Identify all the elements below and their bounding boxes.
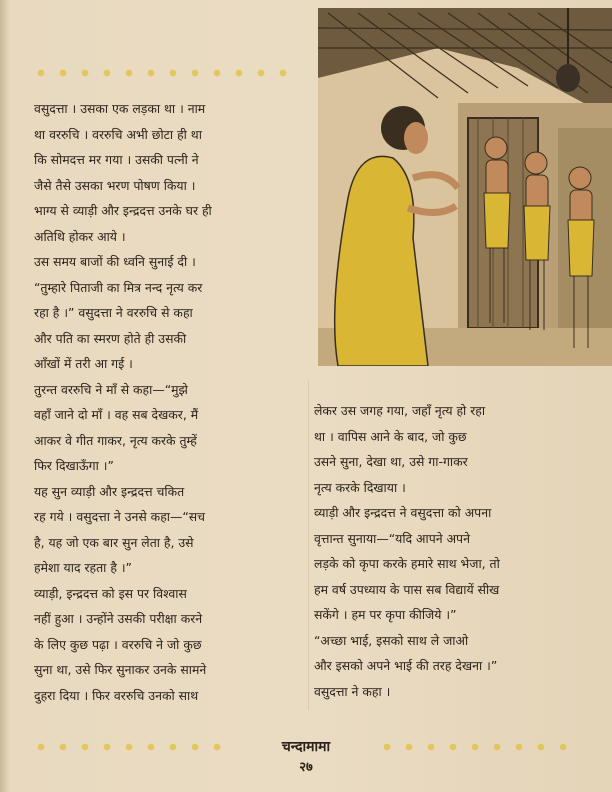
- text-line: यह सुन व्याड़ी और इन्द्रदत्त चकित: [34, 483, 185, 499]
- text-line: था वररुचि । वररुचि अभी छोटा ही था: [34, 126, 202, 142]
- text-line: जैसे तैसे उसका भरण पोषण किया ।: [34, 177, 196, 193]
- text-line: नृत्य करके दिखाया ।: [314, 479, 406, 495]
- text-line: वृत्तान्त सुनाया—“यदि आपने अपने: [314, 530, 470, 546]
- text-line: दुहरा दिया । फिर वररुचि उनको साथ: [34, 687, 199, 703]
- text-line: है, यह जो एक बार सुन लेता है, उसे: [34, 534, 194, 550]
- text-line: फिर दिखाऊँगा ।”: [34, 458, 114, 473]
- text-line: “अच्छा भाई, इसको साथ ले जाओ: [314, 632, 469, 648]
- text-line: आकर वे गीत गाकर, नृत्य करके तुम्हें: [34, 432, 197, 448]
- text-line: अतिथि होकर आये ।: [34, 228, 126, 244]
- text-line: वहाँ जाने दो माँ । वह सब देखकर, मैं: [34, 407, 199, 422]
- text-line: कि सोमदत्त मर गया । उसकी पत्नी ने: [34, 152, 199, 167]
- illustration-hut-scene: [318, 8, 612, 366]
- text-line: और पति का स्मरण होते ही उसकी: [34, 330, 187, 346]
- text-line: नहीं हुआ । उन्होंने उसकी परीक्षा करने: [34, 611, 203, 626]
- text-line: आँखों में तरी आ गई ।: [34, 356, 133, 371]
- story-illustration: [318, 8, 612, 366]
- left-text-column: [34, 96, 306, 708]
- text-line: रहा है ।” वसुदत्ता ने वररुचि से कहा: [34, 305, 193, 320]
- page-number: २७: [299, 760, 313, 775]
- text-line: व्याड़ी, इन्द्रदत्त को इस पर विश्वास: [34, 585, 187, 601]
- column-gutter: [308, 380, 309, 710]
- text-line: रह गये । वसुदत्ता ने उनसे कहा—“सच: [34, 509, 206, 524]
- text-line: उस समय बाजों की ध्वनि सुनाई दी ।: [34, 254, 196, 269]
- magazine-title: चन्दामामा: [281, 739, 331, 755]
- text-line: के लिए कुछ पढ़ा । वररुचि ने जो कुछ: [34, 636, 202, 652]
- text-line: “तुम्हारे पिताजी का मित्र नन्द नृत्य कर: [34, 279, 203, 295]
- text-line: वसुदत्ता ने कहा ।: [314, 683, 391, 699]
- text-line: व्याड़ी और इन्द्रदत्त ने वसुदत्ता को अपना: [314, 505, 492, 520]
- text-line: तुरन्त वररुचि ने माँ से कहा—“मुझे: [34, 381, 188, 397]
- top-decorative-band: [34, 66, 302, 80]
- text-line: भाग्य से व्याड़ी और इन्द्रदत्त उनके घर ही: [34, 203, 212, 218]
- text-line: सुना था, उसे फिर सुनाकर उनके सामने: [34, 662, 207, 677]
- right-text-column: [314, 398, 596, 704]
- text-line: हम वर्ष उपध्याय के पास सब विद्यायें सीख: [314, 581, 500, 597]
- text-line: लड़के को कृपा करके हमारे साथ भेजा, तो: [314, 556, 500, 571]
- text-line: सकेंगे । हम पर कृपा कीजिये ।”: [314, 607, 457, 622]
- text-line: और इसको अपने भाई की तरह देखना ।”: [314, 658, 498, 673]
- text-line: हमेशा याद रहता है ।”: [34, 560, 132, 575]
- text-line: उसने सुना, देखा था, उसे गा-गाकर: [314, 454, 468, 469]
- text-line: लेकर उस जगह गया, जहाँ नृत्य हो रहा: [314, 403, 486, 418]
- text-line: वसुदत्ता । उसका एक लड़का था । नाम: [34, 101, 206, 116]
- text-line: था । वापिस आने के बाद, जो कुछ: [314, 428, 467, 444]
